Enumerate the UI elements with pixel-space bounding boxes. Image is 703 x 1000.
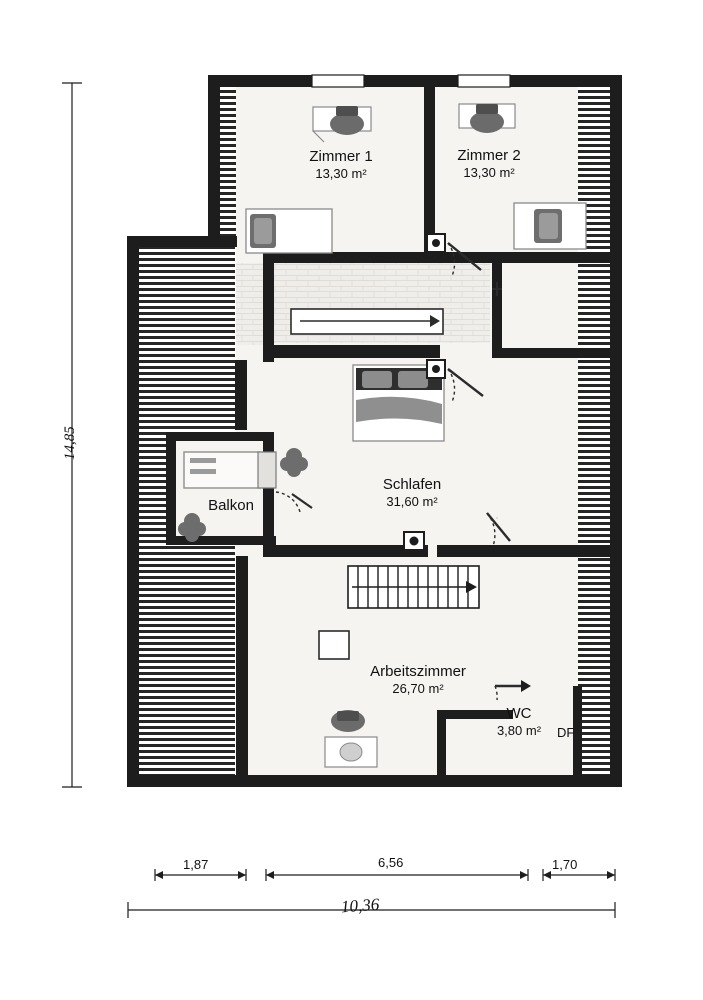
dimension-segment-2: 6,56: [378, 855, 404, 870]
room-area: 13,30 m²: [315, 165, 367, 181]
furniture-wardrobe: [291, 309, 443, 334]
room-label-arbeitszimmer: [343, 663, 493, 696]
room-name: Balkon: [208, 497, 254, 514]
room-area: 26,70 m²: [392, 680, 444, 696]
room-name: Schlafen: [382, 476, 442, 493]
dimension-left-vertical: 14,85: [62, 426, 78, 460]
room-name: WC: [506, 705, 532, 722]
room-label-wc: [469, 705, 569, 738]
room-label-balkon: [181, 497, 281, 515]
annotation-df: DF: [557, 725, 575, 740]
dimension-bottom-total: 10,36: [340, 894, 380, 917]
room-area: 3,80 m²: [496, 722, 542, 738]
room-label-schlafen: [347, 476, 477, 509]
room-label-zimmer1: [276, 148, 406, 181]
room-name: Zimmer 1: [309, 148, 373, 165]
room-area: 31,60 m²: [386, 493, 438, 509]
dimension-segment-1: 1,87: [183, 857, 209, 872]
dimension-segment-3: 1,70: [552, 857, 578, 872]
room-name: Arbeitszimmer: [370, 663, 466, 680]
room-area: 13,30 m²: [463, 164, 515, 180]
room-label-zimmer2: [424, 147, 554, 180]
room-name: Zimmer 2: [457, 147, 521, 164]
stairs: [348, 566, 479, 608]
